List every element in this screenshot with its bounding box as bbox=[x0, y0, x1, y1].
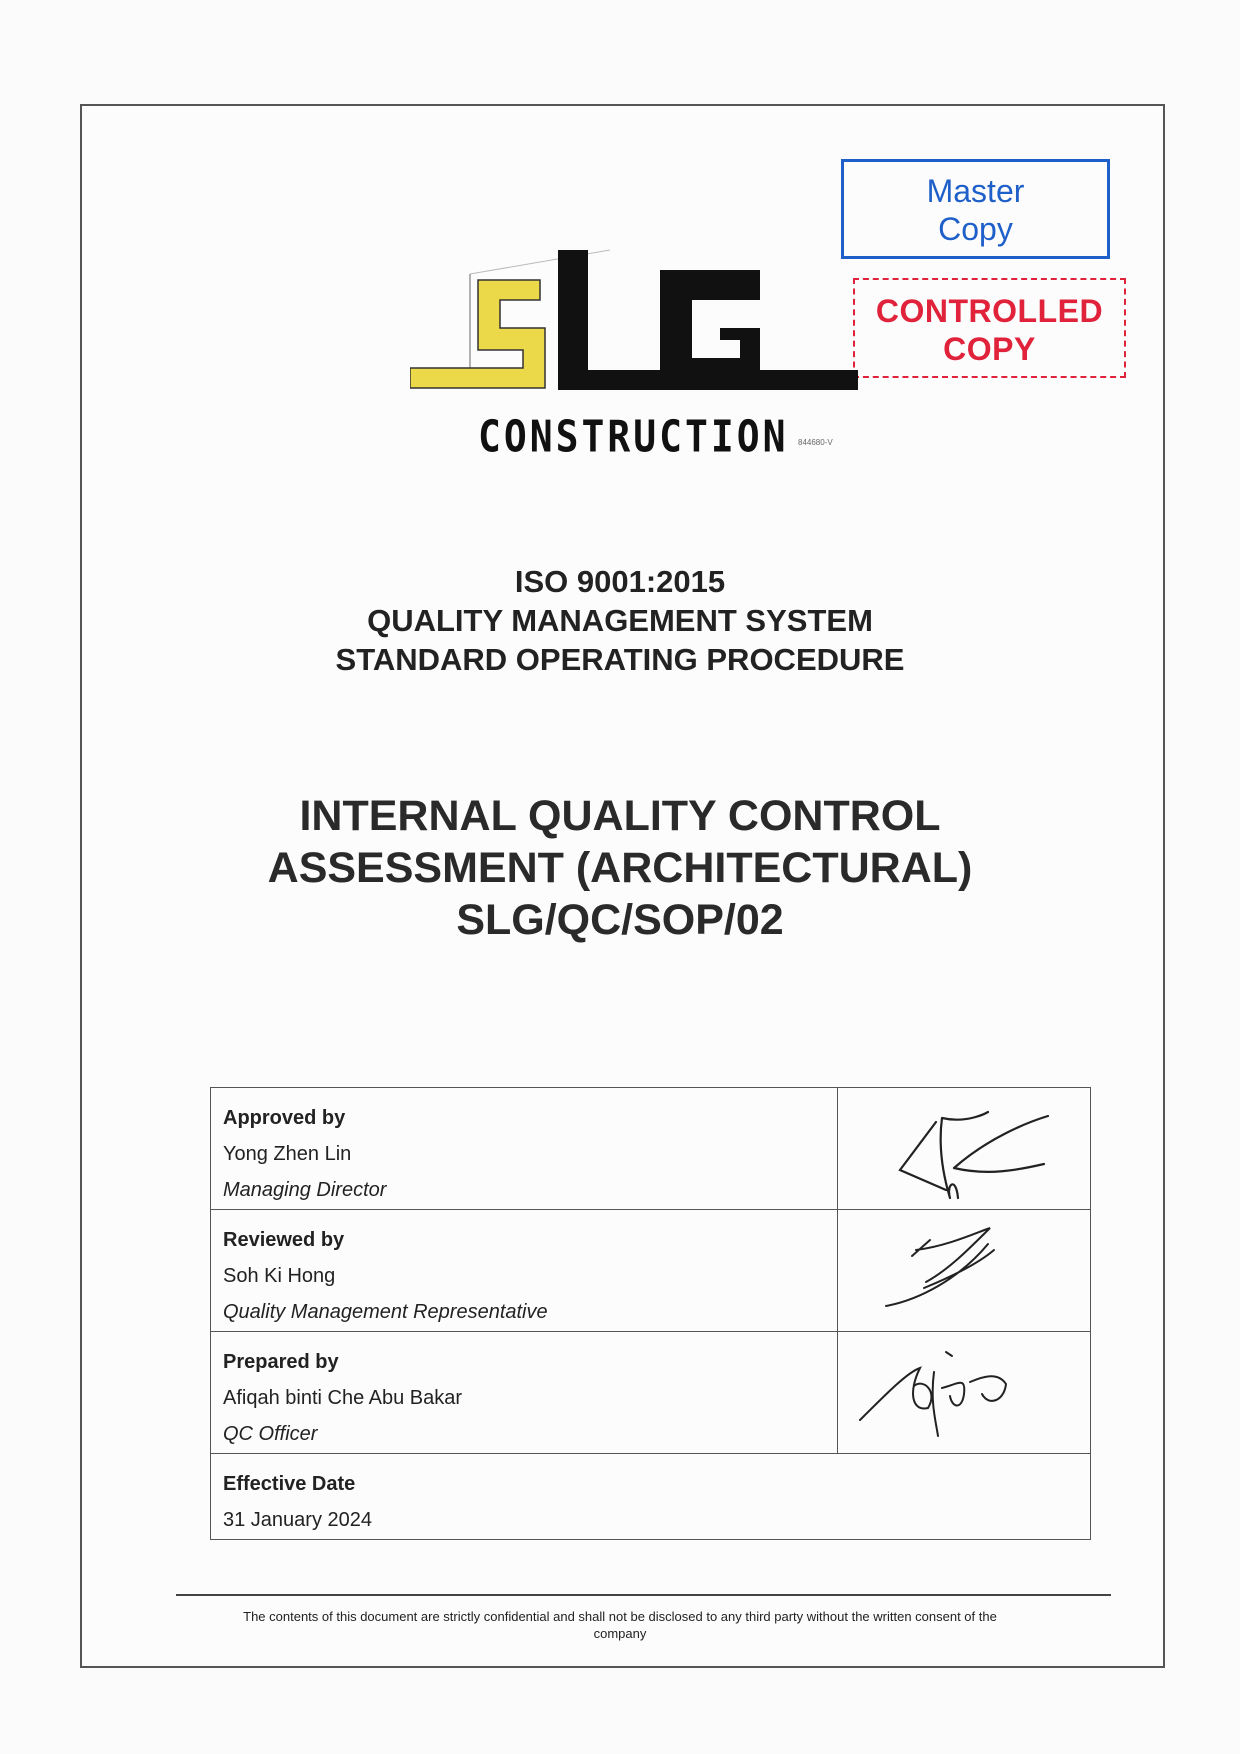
title-line-1: INTERNAL QUALITY CONTROL bbox=[299, 792, 941, 840]
preparer-info bbox=[211, 1332, 838, 1454]
reviewer-signature bbox=[838, 1210, 1091, 1332]
review-row bbox=[211, 1210, 1091, 1332]
preparer-name: Afiqah binti Che Abu Bakar bbox=[223, 1387, 463, 1409]
signature-preparer-image bbox=[838, 1332, 1090, 1454]
footer-divider bbox=[176, 1594, 1111, 1596]
signature-approver-image bbox=[838, 1088, 1090, 1210]
controlled-stamp-line1: CONTROLLED bbox=[875, 293, 1104, 329]
company-reg-number: 844680-V bbox=[798, 438, 833, 447]
confidentiality-notice bbox=[140, 1608, 1100, 1642]
preparer-role: QC Officer bbox=[223, 1423, 318, 1445]
controlled-stamp-line2: COPY bbox=[943, 331, 1036, 367]
approver-signature bbox=[838, 1088, 1091, 1210]
master-copy-stamp bbox=[841, 159, 1110, 259]
company-logo bbox=[410, 240, 870, 460]
logo-wordmark: CONSTRUCTION bbox=[478, 411, 789, 462]
qms-label: QUALITY MANAGEMENT SYSTEM bbox=[367, 603, 873, 638]
effective-date-cell bbox=[211, 1454, 1091, 1540]
master-stamp-line2: Copy bbox=[938, 211, 1013, 247]
confidentiality-line-1: The contents of this document are strictly confidential and shall not be disclosed to any third party without the written consent of the bbox=[243, 1609, 997, 1624]
master-stamp-line1: Master bbox=[926, 173, 1025, 209]
signature-reviewer-image bbox=[838, 1210, 1090, 1332]
title-line-2: ASSESSMENT (ARCHITECTURAL) bbox=[267, 844, 973, 892]
approved-by-label: Approved by bbox=[223, 1107, 346, 1129]
reviewer-info bbox=[211, 1210, 838, 1332]
approver-role: Managing Director bbox=[223, 1179, 387, 1201]
prepared-row bbox=[211, 1332, 1091, 1454]
effective-date-label: Effective Date bbox=[223, 1473, 356, 1495]
reviewed-by-label: Reviewed by bbox=[223, 1229, 345, 1251]
iso-standard: ISO 9001:2015 bbox=[514, 564, 726, 599]
controlled-copy-stamp bbox=[853, 278, 1126, 378]
reviewer-name: Soh Ki Hong bbox=[223, 1265, 336, 1287]
effective-date-value: 31 January 2024 bbox=[223, 1509, 373, 1531]
preparer-signature bbox=[838, 1332, 1091, 1454]
sop-label: STANDARD OPERATING PROCEDURE bbox=[335, 642, 905, 677]
approval-row bbox=[211, 1088, 1091, 1210]
effective-row bbox=[211, 1454, 1091, 1540]
approver-info bbox=[211, 1088, 838, 1210]
document-heading bbox=[0, 562, 1240, 679]
confidentiality-line-2: company bbox=[593, 1626, 647, 1641]
document-code: SLG/QC/SOP/02 bbox=[456, 896, 784, 944]
document-title bbox=[0, 790, 1240, 946]
prepared-by-label: Prepared by bbox=[223, 1351, 339, 1373]
reviewer-role: Quality Management Representative bbox=[223, 1301, 548, 1323]
approver-name: Yong Zhen Lin bbox=[223, 1143, 352, 1165]
approval-table bbox=[210, 1087, 1091, 1540]
